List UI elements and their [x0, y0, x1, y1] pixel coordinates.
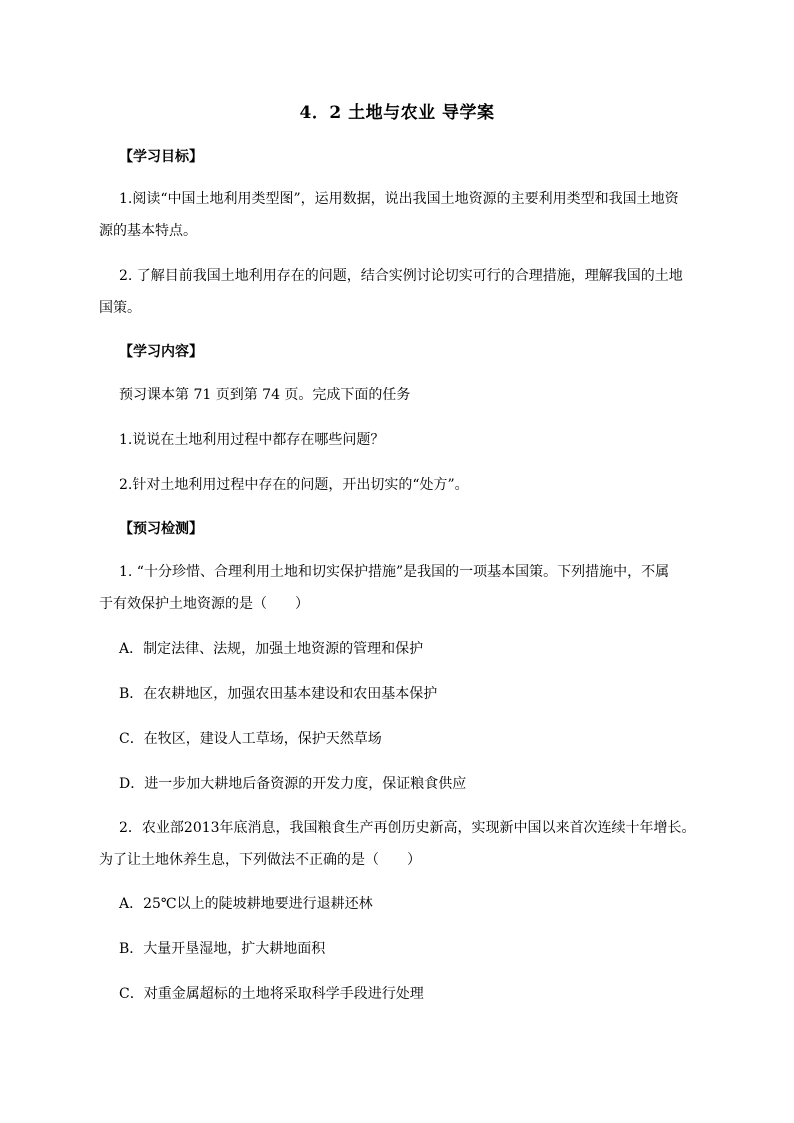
question-2-option-a: A．25℃以上的陡坡耕地要进行退耕还林	[119, 896, 373, 912]
question-1-line-2: 于有效保护土地资源的是（ ）	[99, 596, 309, 612]
question-1-option-c: C．在牧区，建设人工草场，保护天然草场	[119, 731, 382, 747]
content-task-2: 2.针对土地利用过程中存在的问题，开出切实的“处方”。	[119, 477, 469, 493]
objective-2-line-2: 国策。	[99, 300, 141, 316]
question-2-line-1: 2．农业部2013年底消息，我国粮食生产再创历史新高，实现新中国以来首次连续十年增长。	[119, 820, 696, 836]
question-1-option-a: A．制定法律、法规，加强土地资源的管理和保护	[119, 641, 424, 657]
content-intro: 预习课本第 71 页到第 74 页。完成下面的任务	[119, 387, 411, 403]
objective-2-line-1: 2. 了解目前我国土地利用存在的问题，结合实例讨论切实可行的合理措施，理解我国的土地	[119, 268, 683, 284]
content-task-1: 1.说说在土地利用过程中都存在哪些问题？	[119, 432, 385, 448]
section-heading-check: 【预习检测】	[119, 521, 203, 537]
question-1-option-d: D．进一步加大耕地后备资源的开发力度，保证粮食供应	[119, 776, 467, 792]
question-1-option-b: B．在农耕地区，加强农田基本建设和农田基本保护	[119, 686, 438, 702]
objective-1-line-2: 源的基本特点。	[99, 223, 197, 239]
objective-1-line-1: 1.阅读“中国土地利用类型图”，运用数据，说出我国土地资源的主要利用类型和我国土地资	[119, 191, 679, 207]
section-heading-content: 【学习内容】	[119, 344, 203, 360]
question-2-line-2: 为了让土地休养生息，下列做法不正确的是（ ）	[99, 852, 421, 868]
question-1-line-1: 1. “十分珍惜、合理利用土地和切实保护措施”是我国的一项基本国策。下列措施中，不属	[119, 564, 670, 580]
question-2-option-c: C．对重金属超标的土地将采取科学手段进行处理	[119, 986, 424, 1002]
document-title: 4．2 土地与农业 导学案	[299, 103, 495, 123]
section-heading-objectives: 【学习目标】	[119, 149, 203, 165]
question-2-option-b: B．大量开垦湿地，扩大耕地面积	[119, 941, 326, 957]
